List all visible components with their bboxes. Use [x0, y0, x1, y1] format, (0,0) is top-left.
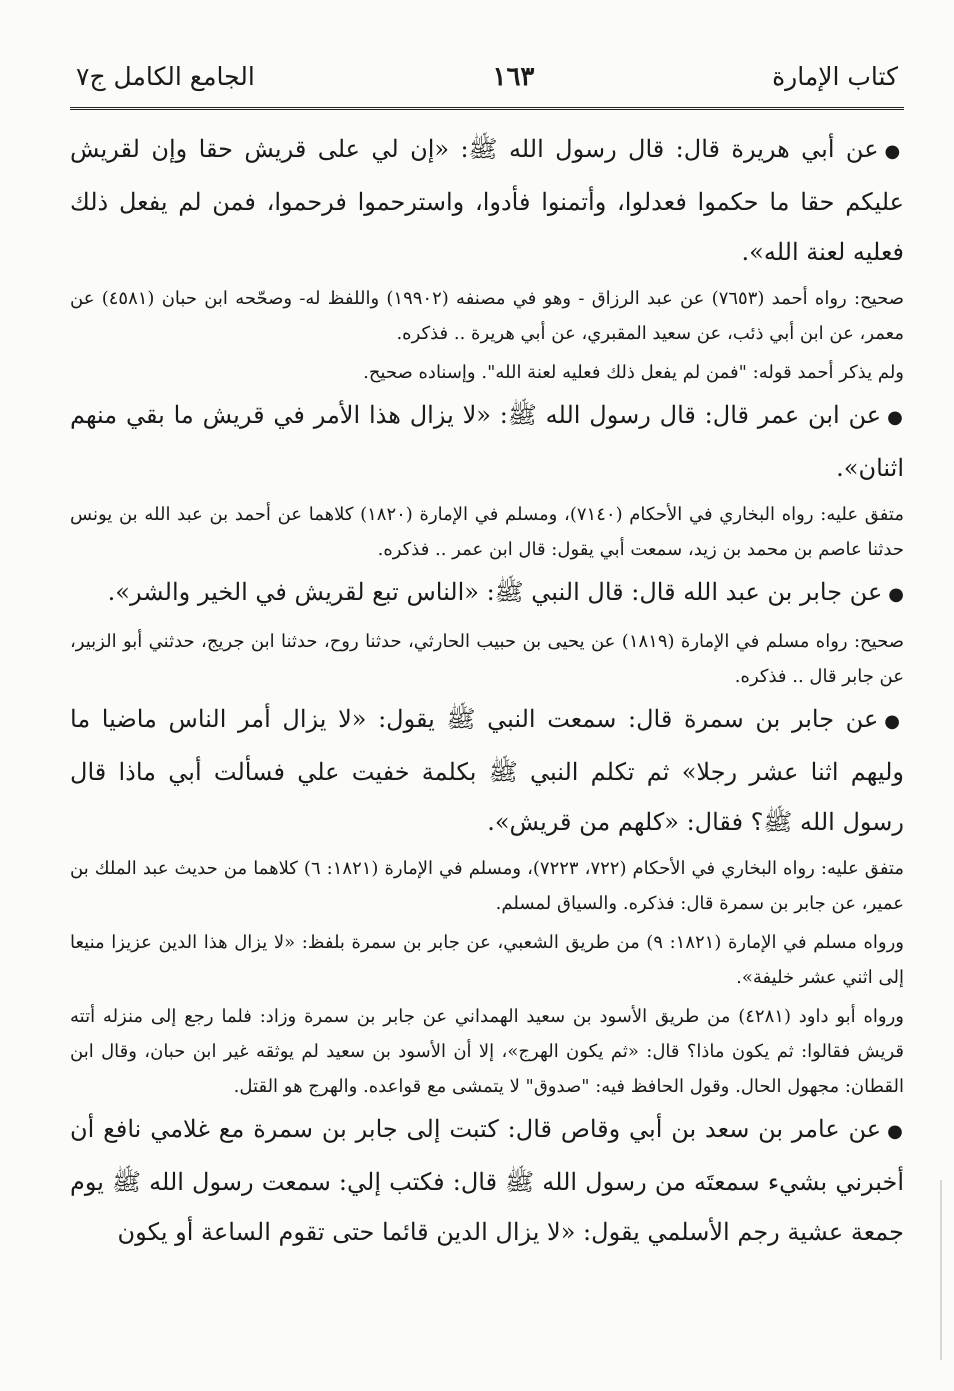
bullet-icon: ● [887, 1121, 904, 1142]
bullet-icon: ● [884, 711, 904, 732]
takhrij-note: ولم يذكر أحمد قوله: "فمن لم يفعل ذلك فعليه لعنة الله". وإسناده صحيح. [363, 362, 904, 383]
hadith-text [70, 390, 904, 493]
takhrij-note: صحيح: رواه أحمد (٧٦٥٣) عن عبد الرزاق - وهو في مصنفه (١٩٩٠٢) واللفظ له- وصحّحه ابن حبان (٤٥٨١) عن معمر، عن ابن أبي ذئب، عن سعيد المقبري، عن أبي هريرة .. فذكره. [70, 288, 904, 344]
page-header [70, 62, 904, 110]
takhrij-note: صحيح: رواه مسلم في الإمارة (١٨١٩) عن يحيى بن حبيب الحارثي، حدثنا روح، حدثنا ابن جريج، حدثني أبو الزبير، عن جابر قال .. فذكره. [70, 631, 904, 687]
takhrij-note: ورواه مسلم في الإمارة (١٨٢١: ٩) من طريق الشعبي، عن جابر بن سمرة بلفظ: «لا يزال هذا الدين عزيزا منيعا إلى اثني عشر خليفة». [70, 932, 904, 988]
bullet-icon: ● [887, 407, 904, 428]
bullet-icon: ● [888, 584, 904, 605]
book-title: الجامع الكامل ج٧ [76, 62, 255, 91]
takhrij-note: متفق عليه: رواه البخاري في الأحكام (٧١٤٠)، ومسلم في الإمارة (١٨٢٠) كلاهما عن أحمد بن عبد الله بن يونس حدثنا عاصم بن محمد بن زيد، سمعت أبي يقول: قال ابن عمر .. فذكره. [70, 504, 904, 560]
page-number: ١٦٣ [492, 62, 535, 92]
hadith-body: عن عامر بن سعد بن أبي وقاص قال: كتبت إلى جابر بن سمرة مع غلامي نافع أن أخبرني بشيء سمعتَه من رسول الله ﷺ قال: فكتب إلي: سمعت رسول الله ﷺ يوم جمعة عشية رجم الأسلمي يقول: «لا يزال الدين قائما حتى تقوم الساعة أو يكون [70, 1115, 904, 1246]
page-edge-mark [940, 1180, 942, 1360]
hadith-text [70, 124, 904, 277]
hadith-body: عن ابن عمر قال: قال رسول الله ﷺ: «لا يزال هذا الأمر في قريش ما بقي منهم اثنان». [70, 401, 904, 482]
hadith-text [70, 567, 904, 620]
takhrij-note: متفق عليه: رواه البخاري في الأحكام (٧٢٢، ٧٢٢٣)، ومسلم في الإمارة (١٨٢١: ٦) كلاهما من حديث عبد الملك بن عمير، عن جابر بن سمرة قال: فذكره. والسياق لمسلم. [70, 858, 904, 914]
bullet-icon: ● [884, 141, 904, 162]
hadith-body: عن أبي هريرة قال: قال رسول الله ﷺ: «إن لي على قريش حقا وإن لقريش عليكم حقا ما حكموا فعدلوا، وأتمنوا فأدوا، واسترحموا فرحموا، فمن لم يفعل ذلك فعليه لعنة الله». [70, 135, 904, 266]
hadith-text [70, 694, 904, 847]
page-content [70, 110, 904, 1257]
takhrij-note: ورواه أبو داود (٤٢٨١) من طريق الأسود بن سعيد الهمداني عن جابر بن سمرة وزاد: فلما رجع إلى منزله أتته قريش فقالوا: ثم يكون ماذا؟ قال: «ثم يكون الهرج»، إلا أن الأسود بن سعيد لم يوثقه غير ابن حبان، وقال ابن القطان: مجهول الحال. وقول الحافظ فيه: "صدوق" لا يتمشى مع قواعده. والهرج هو القتل. [70, 1006, 905, 1097]
hadith-body: عن جابر بن عبد الله قال: قال النبي ﷺ: «الناس تبع لقريش في الخير والشر». [107, 578, 883, 606]
hadith-text [70, 1104, 904, 1257]
hadith-body: عن جابر بن سمرة قال: سمعت النبي ﷺ يقول: «لا يزال أمر الناس ماضيا ما وليهم اثنا عشر رجلا» ثم تكلم النبي ﷺ بكلمة خفيت علي فسألت أبي ماذا قال رسول الله ﷺ؟ فقال: «كلهم من قريش». [70, 705, 904, 836]
chapter-title: كتاب الإمارة [772, 62, 898, 91]
